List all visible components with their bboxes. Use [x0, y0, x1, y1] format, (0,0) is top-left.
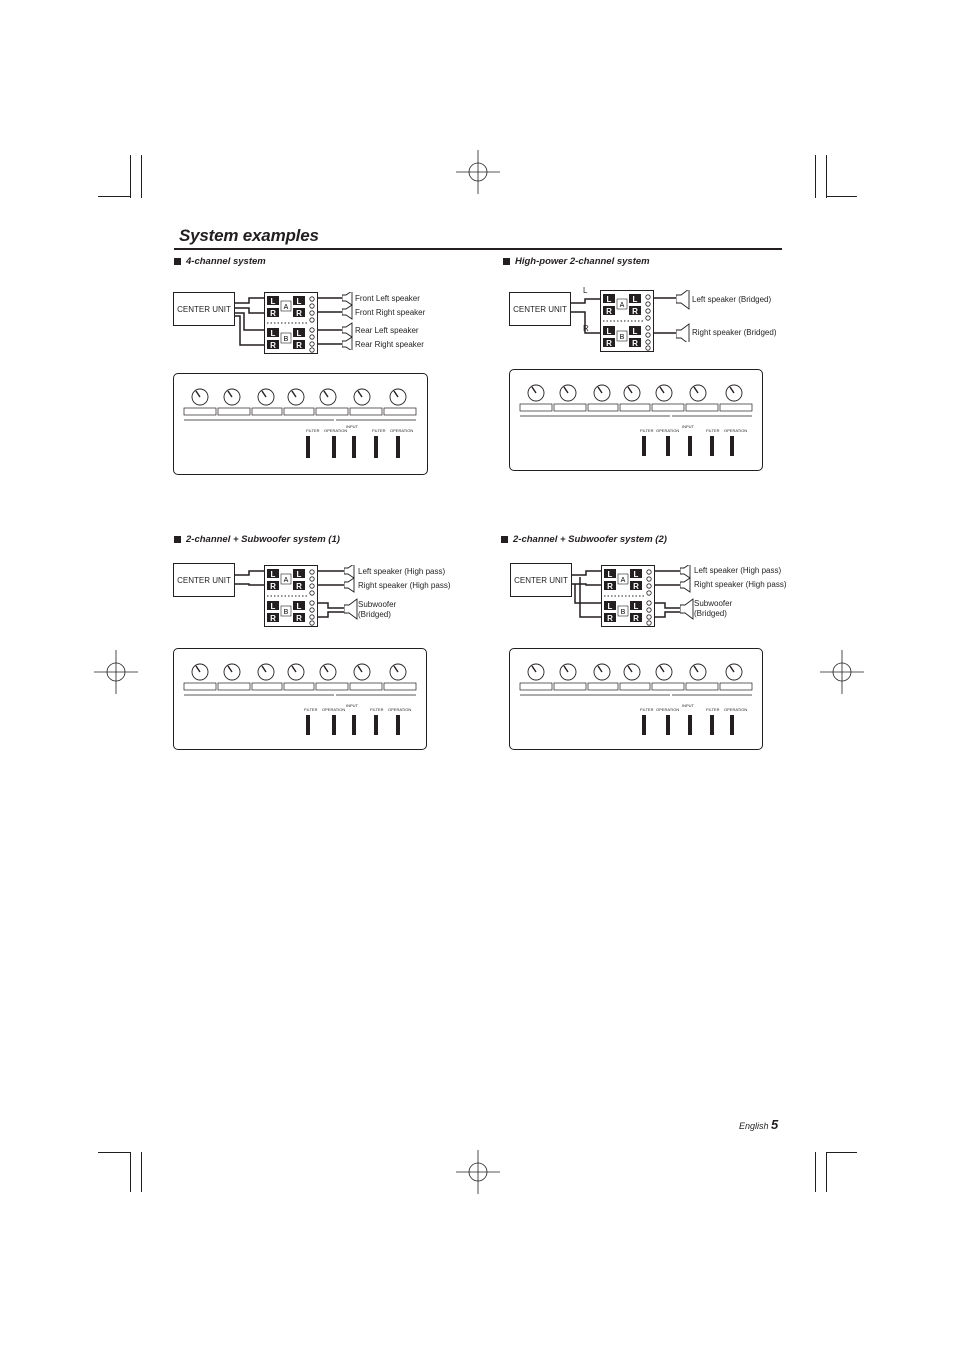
- footer-language: English: [739, 1121, 769, 1131]
- speaker-label: Subwoofer: [694, 599, 733, 608]
- svg-text:L: L: [607, 570, 613, 579]
- center-unit-box: [173, 563, 235, 597]
- speaker-label: Right speaker (Bridged): [692, 328, 777, 337]
- svg-text:L: L: [606, 327, 612, 336]
- svg-text:R: R: [606, 307, 612, 316]
- svg-text:R: R: [270, 614, 276, 623]
- section-heading: [174, 534, 340, 545]
- section-heading-label: 4-channel system: [186, 256, 266, 267]
- section-heading-label: 2-channel + Subwoofer system (2): [513, 534, 667, 545]
- speaker-label: (Bridged): [358, 610, 391, 619]
- bullet-square-icon: [501, 536, 508, 543]
- svg-text:L: L: [296, 329, 302, 338]
- svg-text:OPERATION: OPERATION: [324, 428, 348, 433]
- control-panel-graphic: [174, 374, 427, 474]
- svg-text:B: B: [619, 334, 625, 341]
- control-panel-graphic: [510, 649, 762, 749]
- center-unit-label: CENTER UNIT: [513, 304, 567, 314]
- speaker-label: Left speaker (High pass): [694, 566, 782, 575]
- svg-text:L: L: [632, 327, 638, 336]
- page-title: System examples: [179, 226, 319, 245]
- svg-text:A: A: [619, 302, 625, 309]
- section-heading-label: 2-channel + Subwoofer system (1): [186, 534, 340, 545]
- amp-control-panel: [509, 369, 763, 471]
- speaker-label: Rear Left speaker: [355, 326, 419, 335]
- svg-text:L: L: [270, 329, 276, 338]
- speaker-icons: [342, 292, 354, 350]
- amplifier-block: [264, 565, 318, 627]
- amplifier-block: [600, 290, 654, 352]
- svg-text:R: R: [270, 309, 276, 318]
- svg-text:FILTER: FILTER: [304, 707, 318, 712]
- svg-text:OPERATION: OPERATION: [390, 428, 414, 433]
- svg-text:OPERATION: OPERATION: [656, 707, 680, 712]
- svg-text:OPERATION: OPERATION: [322, 707, 346, 712]
- svg-text:L: L: [633, 570, 639, 579]
- bullet-square-icon: [174, 536, 181, 543]
- svg-text:OPERATION: OPERATION: [388, 707, 412, 712]
- svg-text:A: A: [620, 577, 626, 584]
- amp-terminal-icon: [265, 566, 317, 626]
- svg-text:B: B: [283, 336, 289, 343]
- svg-text:INPUT: INPUT: [682, 424, 694, 429]
- svg-text:R: R: [607, 582, 613, 591]
- svg-text:L: L: [632, 295, 638, 304]
- svg-text:R: R: [633, 614, 639, 623]
- svg-text:A: A: [283, 304, 289, 311]
- svg-text:R: R: [607, 614, 613, 623]
- channel-mark: L: [583, 286, 588, 295]
- bullet-square-icon: [503, 258, 510, 265]
- svg-text:L: L: [296, 570, 302, 579]
- amp-terminal-icon: [602, 566, 654, 626]
- section-heading: [503, 256, 650, 267]
- section-heading: [501, 534, 667, 545]
- svg-text:L: L: [633, 602, 639, 611]
- svg-text:OPERATION: OPERATION: [724, 428, 748, 433]
- svg-text:OPERATION: OPERATION: [724, 707, 748, 712]
- svg-text:R: R: [270, 582, 276, 591]
- svg-text:FILTER: FILTER: [372, 428, 386, 433]
- section-heading-label: High-power 2-channel system: [515, 256, 650, 267]
- speaker-label: Rear Right speaker: [355, 340, 424, 349]
- svg-text:A: A: [283, 577, 289, 584]
- svg-text:L: L: [296, 602, 302, 611]
- svg-text:FILTER: FILTER: [706, 428, 720, 433]
- svg-text:B: B: [620, 609, 626, 616]
- svg-text:FILTER: FILTER: [640, 707, 654, 712]
- page-number: 5: [771, 1117, 779, 1132]
- svg-text:L: L: [270, 297, 276, 306]
- amp-terminal-icon: [601, 291, 653, 351]
- svg-text:L: L: [270, 602, 276, 611]
- speaker-icons: [344, 565, 358, 625]
- speaker-label: Subwoofer: [358, 600, 397, 609]
- svg-text:L: L: [296, 297, 302, 306]
- center-unit-box: [509, 292, 571, 326]
- svg-text:FILTER: FILTER: [370, 707, 384, 712]
- svg-text:FILTER: FILTER: [306, 428, 320, 433]
- svg-text:R: R: [296, 614, 302, 623]
- svg-text:R: R: [270, 341, 276, 350]
- speaker-label: Right speaker (High pass): [694, 580, 787, 589]
- amp-control-panel: [173, 648, 427, 750]
- amp-control-panel: [509, 648, 763, 750]
- svg-text:R: R: [632, 339, 638, 348]
- speaker-label: (Bridged): [694, 609, 727, 618]
- control-panel-graphic: [510, 370, 762, 470]
- svg-text:R: R: [296, 582, 302, 591]
- svg-text:INPUT: INPUT: [682, 703, 694, 708]
- svg-text:R: R: [632, 307, 638, 316]
- svg-text:L: L: [606, 295, 612, 304]
- amp-terminal-icon: [265, 293, 317, 353]
- speaker-label: Left speaker (Bridged): [692, 295, 772, 304]
- speaker-label: Front Left speaker: [355, 294, 420, 303]
- svg-text:B: B: [283, 609, 289, 616]
- channel-mark: R: [583, 324, 589, 333]
- center-unit-label: CENTER UNIT: [177, 304, 231, 314]
- center-unit-label: CENTER UNIT: [177, 575, 231, 585]
- speaker-label: Right speaker (High pass): [358, 581, 451, 590]
- speaker-icons: [676, 290, 690, 342]
- svg-text:L: L: [607, 602, 613, 611]
- amplifier-block: [264, 292, 318, 354]
- svg-text:OPERATION: OPERATION: [656, 428, 680, 433]
- speaker-label: Front Right speaker: [355, 308, 426, 317]
- center-unit-label: CENTER UNIT: [514, 575, 568, 585]
- center-unit-box: [510, 563, 572, 597]
- svg-text:R: R: [296, 309, 302, 318]
- svg-text:FILTER: FILTER: [706, 707, 720, 712]
- svg-text:L: L: [270, 570, 276, 579]
- control-panel-graphic: [174, 649, 426, 749]
- svg-text:INPUT: INPUT: [346, 703, 358, 708]
- svg-text:INPUT: INPUT: [346, 424, 358, 429]
- svg-text:R: R: [606, 339, 612, 348]
- amplifier-block: [601, 565, 655, 627]
- svg-text:R: R: [633, 582, 639, 591]
- speaker-label: Left speaker (High pass): [358, 567, 446, 576]
- svg-text:R: R: [296, 341, 302, 350]
- speaker-icons: [680, 565, 694, 625]
- amp-control-panel: [173, 373, 428, 475]
- svg-text:FILTER: FILTER: [640, 428, 654, 433]
